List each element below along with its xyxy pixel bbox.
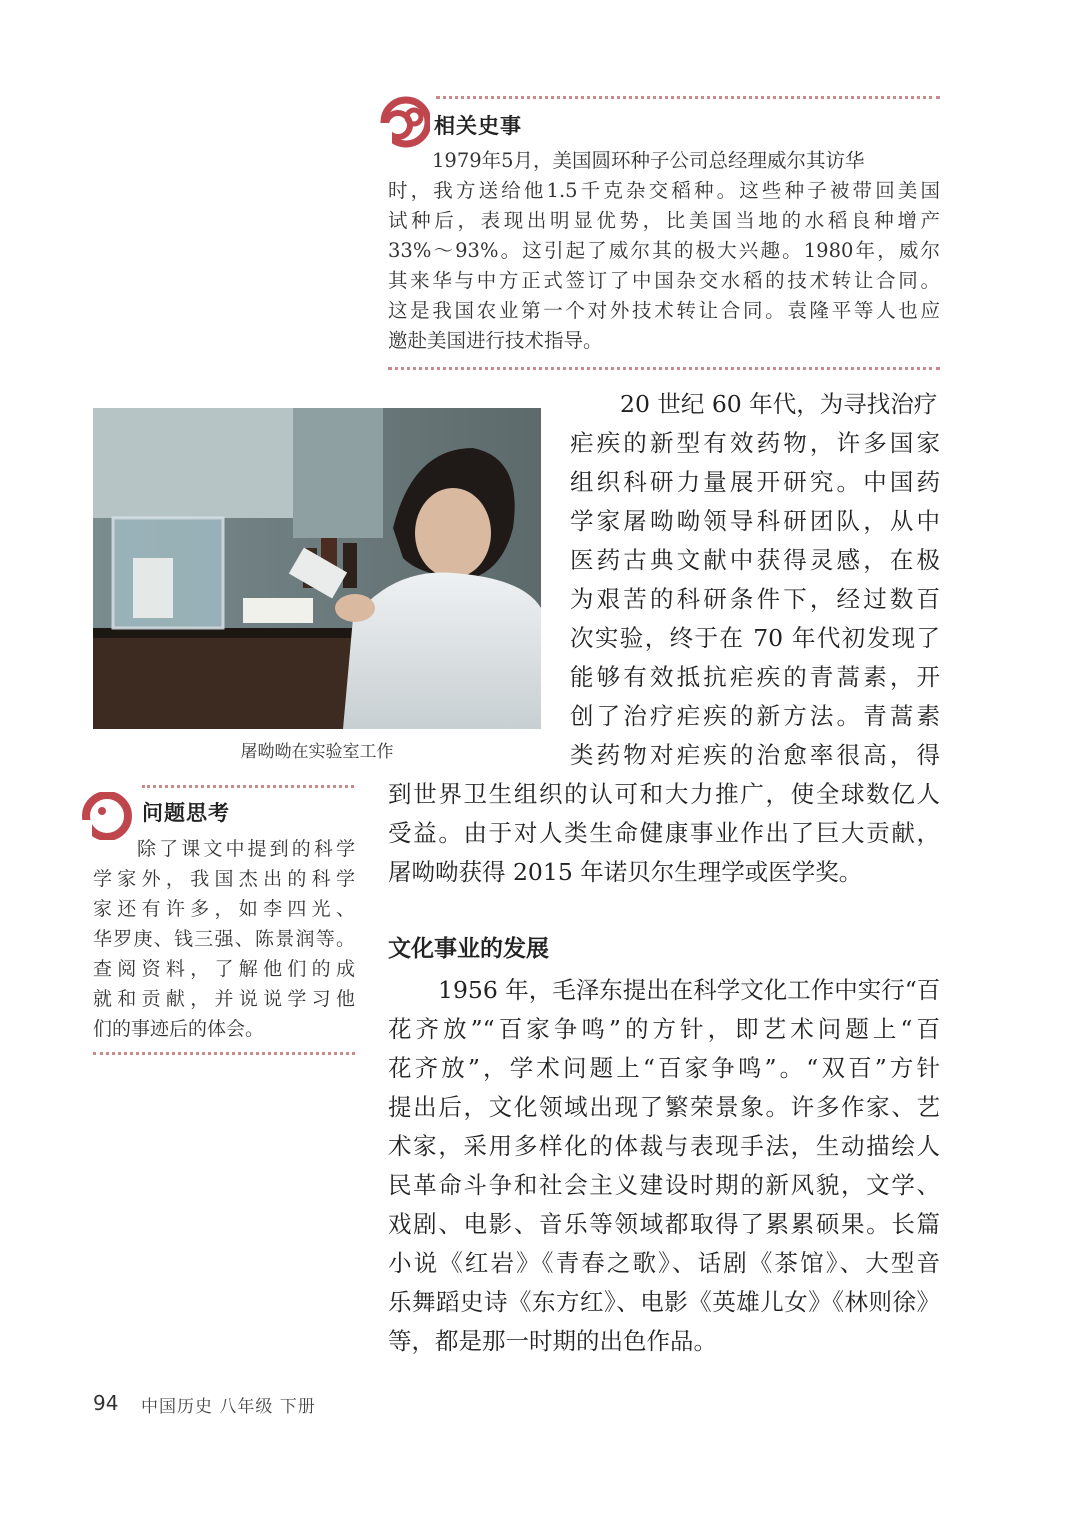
paragraph-line: 学家屠呦呦领导科研团队，从中 [570, 507, 940, 535]
paragraph-line: 小说《红岩》《青春之歌》、话剧《茶馆》、大型音 [388, 1249, 940, 1277]
question-line: 就和贡献，并说说学习他 [93, 988, 355, 1010]
question-line: 学家外，我国杰出的科学 [93, 868, 355, 890]
paragraph-line: 20 世纪 60 年代，为寻找治疗 [620, 390, 938, 418]
question-line: 除了课文中提到的科学 [137, 838, 355, 860]
book-title: 中国历史 八年级 下册 [141, 1397, 316, 1417]
paragraph-line: 能够有效抵抗疟疾的青蒿素，开 [570, 663, 940, 691]
paragraph-line: 等，都是那一时期的出色作品。 [388, 1327, 717, 1355]
paragraph-line: 1956 年，毛泽东提出在科学文化工作中实行“百 [438, 976, 941, 1004]
question-top-divider [142, 785, 354, 788]
paragraph-line: 疟疾的新型有效药物，许多国家 [570, 429, 940, 457]
photo-caption: 屠呦呦在实验室工作 [240, 742, 394, 762]
question-line: 们的事迹后的体会。 [93, 1018, 265, 1040]
paragraph-line: 乐舞蹈史诗《东方红》、电影《英雄儿女》《林则徐》 [388, 1288, 940, 1316]
paragraph-line: 花齐放”“百家争鸣”的方针，即艺术问题上“百 [388, 1015, 940, 1043]
question-line: 华罗庚、钱三强、陈景润等。 [93, 928, 355, 950]
page-number: 94 [93, 1391, 119, 1415]
question-icon [80, 792, 134, 840]
related-line: 33%～93%。这引起了威尔其的极大兴趣。1980年，威尔 [388, 239, 940, 262]
question-text [93, 834, 355, 1044]
paragraph-line: 组织科研力量展开研究。中国药 [570, 468, 940, 496]
paragraph-line: 创了治疗疟疾的新方法。青蒿素 [570, 702, 940, 730]
related-history-icon [376, 95, 430, 149]
related-history-text [388, 146, 940, 356]
artemisinin-paragraph [388, 385, 940, 892]
related-line: 这是我国农业第一个对外技术转让合同。袁隆平等人也应 [388, 299, 940, 322]
paragraph-line: 次实验，终于在 70 年代初发现了 [570, 624, 940, 652]
question-line: 查阅资料，了解他们的成 [93, 958, 355, 980]
paragraph-line: 为艰苦的科研条件下，经过数百 [570, 585, 940, 613]
related-top-divider [436, 96, 940, 99]
related-bottom-divider [388, 367, 940, 370]
paragraph-line: 花齐放”，学术问题上“百家争鸣”。“双百”方针 [388, 1054, 940, 1082]
related-history-title: 相关史事 [434, 114, 522, 138]
question-line: 家还有许多，如李四光、 [93, 898, 355, 920]
related-line: 试种后，表现出明显优势，比美国当地的水稻良种增产 [388, 209, 940, 232]
culture-paragraph [388, 971, 940, 1361]
paragraph-line: 屠呦呦获得 2015 年诺贝尔生理学或医学奖。 [388, 858, 863, 886]
question-bottom-divider [93, 1052, 355, 1055]
related-line: 邀赴美国进行技术指导。 [388, 329, 603, 352]
paragraph-line: 提出后，文化领域出现了繁荣景象。许多作家、艺 [388, 1093, 940, 1121]
paragraph-line: 术家，采用多样化的体裁与表现手法，生动描绘人 [388, 1132, 940, 1160]
related-line: 时，我方送给他1.5千克杂交稻种。这些种子被带回美国 [388, 179, 940, 202]
section-heading: 文化事业的发展 [388, 936, 549, 962]
paragraph-line: 戏剧、电影、音乐等领域都取得了累累硕果。长篇 [388, 1210, 940, 1238]
paragraph-line: 受益。由于对人类生命健康事业作出了巨大贡献， [388, 819, 940, 847]
paragraph-line: 到世界卫生组织的认可和大力推广，使全球数亿人 [388, 780, 940, 808]
paragraph-line: 民革命斗争和社会主义建设时期的新风貌，文学、 [388, 1171, 940, 1199]
question-title: 问题思考 [142, 801, 230, 825]
paragraph-line: 医药古典文献中获得灵感，在极 [570, 546, 940, 574]
related-line: 1979年5月，美国圆环种子公司总经理威尔其访华 [432, 149, 865, 172]
paragraph-line: 类药物对疟疾的治愈率很高，得 [570, 741, 940, 769]
related-line: 其来华与中方正式签订了中国杂交水稻的技术转让合同。 [388, 269, 940, 292]
